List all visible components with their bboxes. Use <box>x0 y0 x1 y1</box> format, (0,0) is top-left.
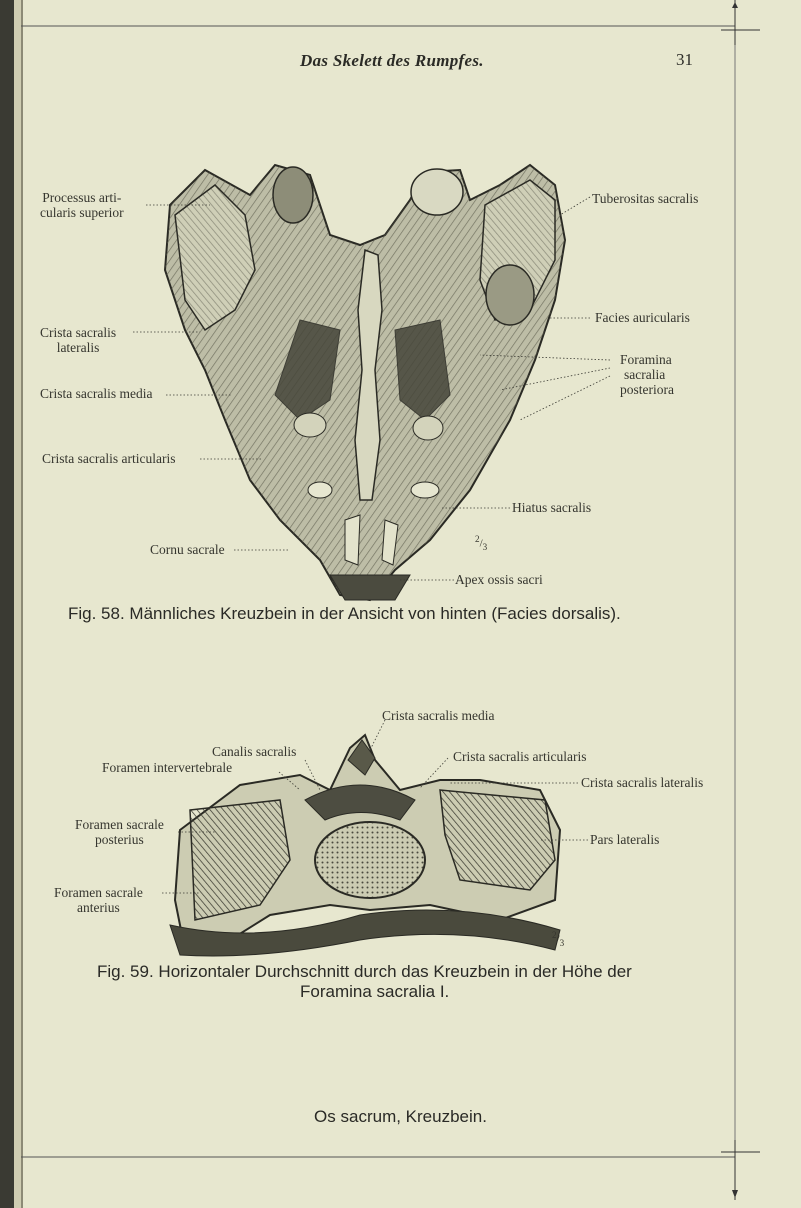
label-fig59-crista-sacralis-media: Crista sacralis media <box>382 708 495 723</box>
label-crista-sacralis-lateralis: Crista sacralis lateralis <box>40 325 117 355</box>
label-apex-ossis-sacri: Apex ossis sacri <box>455 572 543 587</box>
scale-fraction-fig58: $^2/_3$ <box>475 534 488 552</box>
label-foramina-sacralia-posteriora: Foramina sacralia posteriora <box>620 352 674 397</box>
label-fig59-crista-sacralis-lateralis: Crista sacralis lateralis <box>581 775 704 790</box>
label-tuberositas-sacralis: Tuberositas sacralis <box>592 191 699 206</box>
label-hiatus-sacralis: Hiatus sacralis <box>512 500 592 515</box>
scale-fraction-fig59: $^2/_3$ <box>552 930 565 948</box>
page-header-title: Das Skelett des Rumpfes. <box>300 51 484 70</box>
figure58-caption: Fig. 58. Männliches Kreuzbein in der Ansicht von hinten (Facies dorsalis). <box>68 604 621 623</box>
label-fig59-foramen-sacrale-anterius: Foramen sacrale anterius <box>54 885 143 915</box>
figure59-caption-line1: Fig. 59. Horizontaler Durchschnitt durch das Kreuzbein in der Höhe der <box>97 962 632 981</box>
label-facies-auricularis: Facies auricularis <box>595 310 690 325</box>
label-crista-sacralis-media: Crista sacralis media <box>40 386 153 401</box>
label-fig59-foramen-sacrale-posterius: Foramen sacrale posterius <box>75 817 164 847</box>
label-cornu-sacrale: Cornu sacrale <box>150 542 225 557</box>
page-number: 31 <box>676 50 693 69</box>
label-fig59-crista-sacralis-articularis: Crista sacralis articularis <box>453 749 587 764</box>
figure59-caption-line2: Foramina sacralia I. <box>300 982 450 1001</box>
label-processus-articularis: Processus arti- cularis superior <box>40 190 124 220</box>
label-fig59-foramen-intervertebrale: Foramen intervertebrale <box>102 760 233 775</box>
label-crista-sacralis-articularis: Crista sacralis articularis <box>42 451 176 466</box>
label-fig59-pars-lateralis: Pars lateralis <box>590 832 660 847</box>
label-fig59-canalis-sacralis: Canalis sacralis <box>212 744 297 759</box>
footer-title: Os sacrum, Kreuzbein. <box>314 1107 487 1126</box>
